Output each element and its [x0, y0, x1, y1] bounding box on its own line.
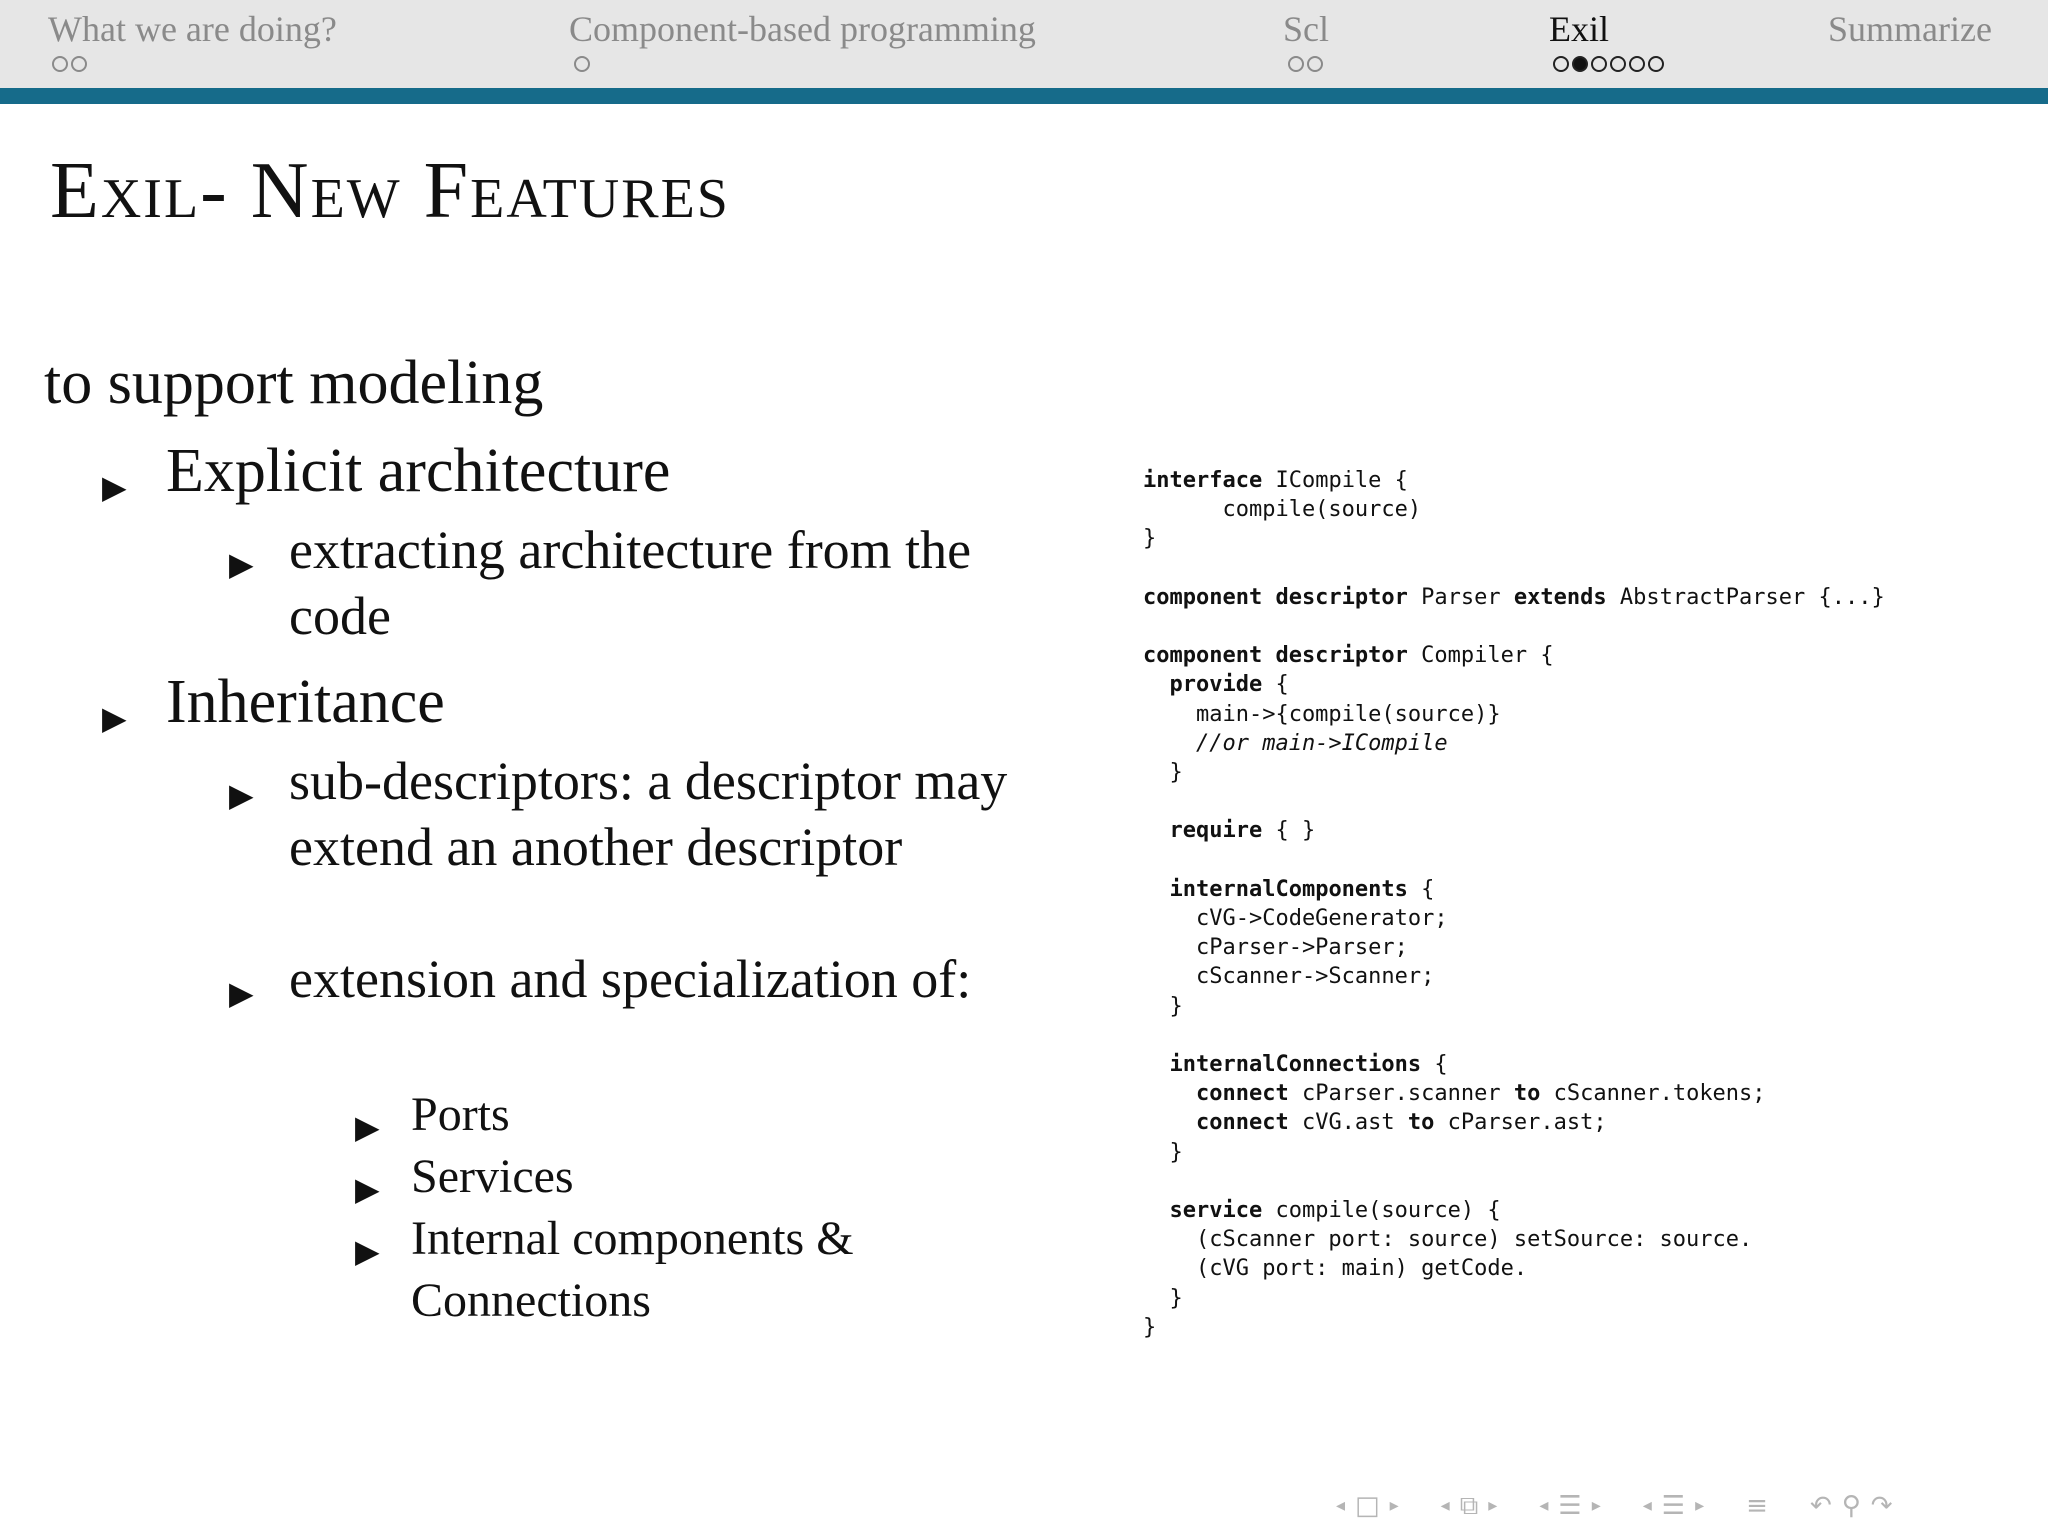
code-line	[1143, 846, 1885, 875]
prev-frame-icon[interactable]: ◂	[1336, 1495, 1346, 1516]
code-text: }	[1143, 1139, 1183, 1165]
code-text: }	[1143, 526, 1157, 552]
code-text: (cVG port: main) getCode.	[1143, 1256, 1528, 1282]
code-line	[1143, 816, 1885, 845]
code-text: }	[1143, 1285, 1183, 1311]
bullet-text: Ports	[411, 1088, 510, 1141]
code-line	[1143, 1021, 1885, 1050]
code-text: cParser.ast;	[1434, 1110, 1607, 1136]
code-keyword: to	[1513, 1081, 1541, 1107]
code-line	[1143, 524, 1885, 553]
code-line	[1143, 962, 1885, 991]
code-line	[1143, 904, 1885, 933]
bullet-text: extracting architecture from the code	[289, 520, 972, 646]
code-text: cParser.scanner	[1288, 1081, 1514, 1107]
bullet-inheritance	[102, 667, 445, 737]
code-text: compile(source)	[1143, 497, 1422, 523]
current-frame-dot[interactable]	[1572, 56, 1588, 72]
bullet-text: Internal components & Connections	[411, 1212, 854, 1327]
search-icon[interactable]: ⚲	[1841, 1491, 1861, 1521]
code-line	[1143, 1138, 1885, 1167]
code-text	[1143, 877, 1170, 902]
code-text: { }	[1262, 818, 1316, 844]
code-line	[1143, 554, 1885, 583]
code-line	[1143, 1050, 1885, 1079]
nav-dots-scl	[1288, 56, 1323, 72]
nav-section-exil[interactable]: Exil	[1549, 9, 1609, 49]
code-text: ICompile {	[1262, 468, 1408, 493]
prev-subsection-icon[interactable]: ◂	[1440, 1495, 1450, 1516]
bullet-marker: ▶	[229, 975, 254, 1011]
code-text: {	[1421, 1052, 1448, 1078]
code-text: }	[1143, 760, 1183, 786]
code-text: {	[1262, 672, 1289, 698]
back-icon[interactable]: ↶	[1809, 1491, 1832, 1521]
bullet-extracting-architecture	[229, 517, 1049, 649]
subsection-icon[interactable]: ⧉	[1459, 1491, 1479, 1521]
outline-icon[interactable]: ≡	[1746, 1491, 1768, 1521]
bullet-text: extension and specialization of:	[289, 949, 972, 1009]
code-line	[1143, 1225, 1885, 1254]
code-keyword: to	[1407, 1110, 1435, 1136]
intro-text: to support modeling	[44, 349, 544, 417]
code-keyword: interface	[1143, 468, 1263, 493]
code-text: cVG->CodeGenerator;	[1143, 906, 1448, 932]
next-frame-icon[interactable]: ▸	[1389, 1495, 1399, 1516]
code-text: cScanner->Scanner;	[1143, 964, 1435, 990]
bullet-internal-components	[355, 1208, 971, 1332]
bullet-marker: ▶	[229, 546, 254, 582]
code-line	[1143, 700, 1885, 729]
nav-section-summarize[interactable]: Summarize	[1828, 9, 1992, 49]
code-text	[1143, 1110, 1196, 1135]
nav-dots-component-based-programming	[574, 56, 590, 72]
code-keyword: component descriptor	[1143, 643, 1408, 669]
frame-dot[interactable]	[71, 56, 87, 72]
code-line	[1143, 875, 1885, 904]
code-text: (cScanner port: source) setSource: source.	[1143, 1227, 1753, 1253]
bullet-marker: ▶	[355, 1171, 380, 1207]
frame-dot[interactable]	[1553, 56, 1569, 72]
nav-section-component-based-programming[interactable]: Component-based programming	[569, 9, 1036, 49]
code-line	[1143, 583, 1885, 612]
bullet-extension-specialization	[229, 946, 1049, 1012]
code-text: AbstractParser {...}	[1606, 584, 1885, 610]
frame-dot[interactable]	[574, 56, 590, 72]
code-text	[1143, 1081, 1196, 1106]
nav-section-what-we-are-doing[interactable]: What we are doing?	[48, 9, 337, 49]
code-keyword: component descriptor	[1143, 584, 1408, 610]
slide-title: Exil- New Features	[50, 147, 730, 235]
code-text: cVG.ast	[1288, 1110, 1408, 1136]
bullet-marker: ▶	[355, 1109, 380, 1145]
nav-dots-what-we-are-doing	[52, 56, 87, 72]
bullet-marker: ▶	[229, 777, 254, 813]
nav-dots-exil	[1553, 56, 1664, 72]
code-text: Compiler {	[1407, 643, 1554, 669]
code-line	[1143, 933, 1885, 962]
header-rule	[0, 88, 2048, 104]
frame-dot[interactable]	[52, 56, 68, 72]
code-line	[1143, 641, 1885, 670]
bullet-text: Inheritance	[166, 668, 445, 736]
code-line	[1143, 1108, 1885, 1137]
nav-section-scl[interactable]: Scl	[1283, 9, 1330, 49]
code-text: main->{compile(source)}	[1143, 701, 1501, 727]
code-keyword: connect	[1195, 1110, 1289, 1136]
code-line	[1143, 787, 1885, 816]
code-text: cScanner.tokens;	[1540, 1081, 1766, 1107]
code-line	[1143, 1254, 1885, 1283]
code-keyword: extends	[1513, 584, 1607, 610]
frame-dot[interactable]	[1610, 56, 1626, 72]
prev-document-icon[interactable]: ◂	[1642, 1495, 1652, 1516]
code-line	[1143, 495, 1885, 524]
next-section-icon[interactable]: ▸	[1591, 1495, 1601, 1516]
code-line	[1143, 670, 1885, 699]
bullet-text: Services	[411, 1150, 574, 1203]
frame-dot[interactable]	[1591, 56, 1607, 72]
code-keyword: service	[1169, 1198, 1263, 1224]
forward-icon[interactable]: ↷	[1870, 1491, 1893, 1521]
prev-section-icon[interactable]: ◂	[1539, 1495, 1549, 1516]
bullet-ports	[355, 1084, 971, 1146]
bullet-marker: ▶	[102, 700, 127, 736]
bullet-text: Explicit architecture	[166, 437, 671, 505]
code-line	[1143, 992, 1885, 1021]
code-text	[1143, 818, 1170, 843]
code-text: Parser	[1407, 584, 1514, 610]
bullet-text: sub-descriptors: a descriptor may extend an another descriptor	[289, 751, 1008, 877]
beamer-navigation-controls	[1336, 1488, 1893, 1524]
bullet-marker: ▶	[355, 1233, 380, 1269]
code-text: }	[1143, 993, 1183, 1019]
code-comment: //or main->ICompile	[1143, 730, 1448, 756]
code-line	[1143, 1196, 1885, 1225]
code-text	[1143, 672, 1170, 697]
code-keyword: connect	[1195, 1081, 1289, 1107]
code-line	[1143, 1167, 1885, 1196]
bullet-marker: ▶	[102, 469, 127, 505]
code-text	[1143, 1198, 1170, 1223]
next-document-icon[interactable]: ▸	[1695, 1495, 1705, 1516]
code-keyword: provide	[1169, 672, 1263, 698]
frame-dot[interactable]	[1307, 56, 1323, 72]
bullet-sub-descriptors	[229, 748, 1049, 880]
code-text: }	[1143, 1314, 1157, 1340]
code-line	[1143, 1079, 1885, 1108]
code-line	[1143, 729, 1885, 758]
code-line	[1143, 758, 1885, 787]
code-line	[1143, 612, 1885, 641]
code-line	[1143, 466, 1885, 495]
section-icon[interactable]: ☰	[1558, 1491, 1582, 1521]
frame-dot[interactable]	[1288, 56, 1304, 72]
next-subsection-icon[interactable]: ▸	[1488, 1495, 1498, 1516]
code-text: {	[1407, 876, 1435, 902]
code-line	[1143, 1313, 1885, 1342]
code-text	[1143, 1052, 1170, 1077]
code-listing	[1143, 466, 1885, 1342]
code-keyword: internalConnections	[1169, 1052, 1422, 1078]
frame-dot[interactable]	[1629, 56, 1645, 72]
code-line	[1143, 1284, 1885, 1313]
bullet-explicit-architecture	[102, 436, 671, 506]
code-text: cParser->Parser;	[1143, 935, 1408, 961]
bullet-services	[355, 1146, 971, 1208]
code-keyword: internalComponents	[1169, 876, 1408, 902]
frame-icon[interactable]: □	[1355, 1491, 1380, 1521]
code-text: compile(source) {	[1262, 1198, 1501, 1224]
document-icon[interactable]: ☰	[1661, 1491, 1686, 1521]
code-keyword: require	[1169, 818, 1263, 844]
frame-dot[interactable]	[1648, 56, 1664, 72]
